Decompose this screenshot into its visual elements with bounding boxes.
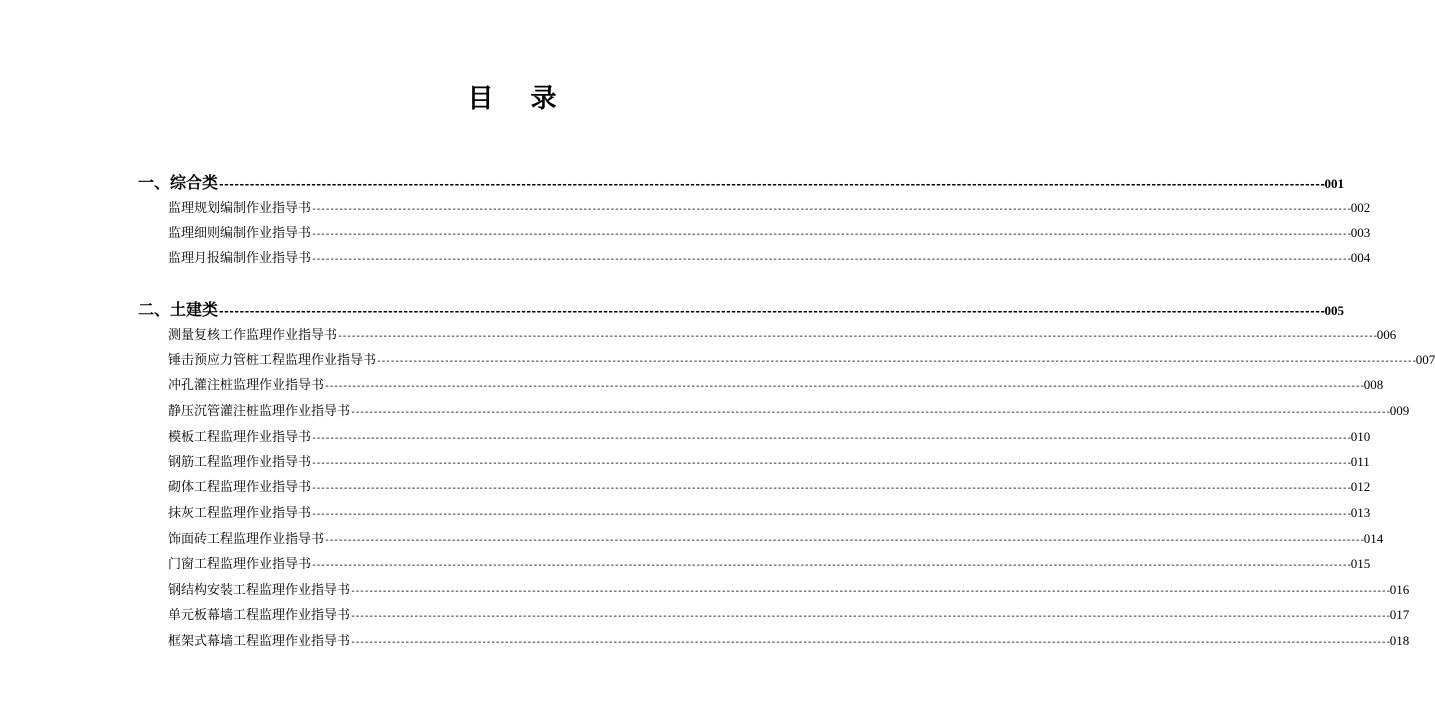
toc-page-number: 006 <box>1376 327 1397 342</box>
toc-entry-label: 抹灰工程监理作业指导书 <box>168 506 312 521</box>
toc-entry[interactable] <box>168 604 1410 623</box>
toc-page-number: 013 <box>1350 505 1371 520</box>
toc-entry[interactable] <box>168 374 1384 393</box>
toc-page-number: 008 <box>1363 377 1384 392</box>
toc-page-number: 018 <box>1389 633 1410 648</box>
toc-page-number: 017 <box>1389 607 1410 622</box>
toc-page-number: 009 <box>1389 403 1410 418</box>
toc-entry[interactable] <box>168 426 1371 445</box>
toc-entry-label: 饰面砖工程监理作业指导书 <box>168 532 325 547</box>
page-title: 目 录 <box>467 84 571 114</box>
dot-leader: -------------------------------------------------------------------------------------------------------------------------------------------------------------------------------------------------------------------------------------- <box>311 229 1351 240</box>
toc-entry[interactable] <box>168 476 1371 495</box>
toc-entry-label: 监理规划编制作业指导书 <box>168 201 312 216</box>
toc-page-number: 016 <box>1389 582 1410 597</box>
toc-entry[interactable] <box>168 579 1410 598</box>
dot-leader: -------------------------------------------------------------------------------------------------------------------------------------------------------------------------------------------------------------------------------------- <box>350 586 1390 597</box>
toc-page-number: 005 <box>1324 303 1344 318</box>
toc-entry[interactable] <box>168 349 1435 368</box>
toc-section-label: 二、土建类 <box>138 300 219 319</box>
dot-leader: -------------------------------------------------------------------------------------------------------------------------------------------------------------------------------------------------------------------------------------- <box>337 331 1377 342</box>
dot-leader: -------------------------------------------------------------------------------------------------------------------------------------------------------------------------------------------------------------------------------------- <box>350 611 1390 622</box>
dot-leader: -------------------------------------------------------------------------------------------------------------------------------------------------------------------------------------------------------------------------------------- <box>311 458 1351 469</box>
toc-entry-label: 砌体工程监理作业指导书 <box>168 480 312 495</box>
dot-leader: ------------------------------------------------------------------------------------------------------------------------------------------------------------------------------------------------------------------------ <box>218 178 1325 191</box>
toc-entry-label: 单元板幕墙工程监理作业指导书 <box>168 608 351 623</box>
toc-page-number: 002 <box>1350 200 1371 215</box>
toc-page-number: 011 <box>1350 454 1370 469</box>
toc-page-number: 015 <box>1350 556 1371 571</box>
toc-page-number: 003 <box>1350 225 1371 240</box>
toc-entry[interactable] <box>168 197 1371 216</box>
toc-section-heading[interactable] <box>138 297 1344 319</box>
toc-entry-label: 冲孔灌注桩监理作业指导书 <box>168 378 325 393</box>
toc-entry-label: 监理月报编制作业指导书 <box>168 251 312 266</box>
dot-leader: -------------------------------------------------------------------------------------------------------------------------------------------------------------------------------------------------------------------------------------- <box>311 254 1351 265</box>
dot-leader: -------------------------------------------------------------------------------------------------------------------------------------------------------------------------------------------------------------------------------------- <box>311 483 1351 494</box>
toc-section-label: 一、综合类 <box>138 173 219 192</box>
toc-entry-label: 门窗工程监理作业指导书 <box>168 557 312 572</box>
toc-entry-label: 监理细则编制作业指导书 <box>168 226 312 241</box>
dot-leader: ------------------------------------------------------------------------------------------------------------------------------------------------------------------------------------------------------------------------ <box>218 305 1325 318</box>
dot-leader: -------------------------------------------------------------------------------------------------------------------------------------------------------------------------------------------------------------------------------------- <box>350 637 1390 648</box>
dot-leader: -------------------------------------------------------------------------------------------------------------------------------------------------------------------------------------------------------------------------------------- <box>324 535 1364 546</box>
toc-page-number: 010 <box>1350 429 1371 444</box>
toc-entry-label: 模板工程监理作业指导书 <box>168 430 312 445</box>
toc-entry-label: 钢结构安装工程监理作业指导书 <box>168 583 351 598</box>
dot-leader: -------------------------------------------------------------------------------------------------------------------------------------------------------------------------------------------------------------------------------------- <box>311 509 1351 520</box>
toc-entry[interactable] <box>168 528 1384 547</box>
toc-entry[interactable] <box>168 630 1410 649</box>
toc-page-number: 014 <box>1363 531 1384 546</box>
toc-section-heading[interactable] <box>138 170 1344 192</box>
toc-entry[interactable] <box>168 222 1371 241</box>
toc-entry-label: 静压沉管灌注桩监理作业指导书 <box>168 404 351 419</box>
toc-entry-label: 框架式幕墙工程监理作业指导书 <box>168 634 351 649</box>
toc-page-number: 004 <box>1350 250 1371 265</box>
dot-leader: -------------------------------------------------------------------------------------------------------------------------------------------------------------------------------------------------------------------------------------- <box>324 381 1364 392</box>
dot-leader: -------------------------------------------------------------------------------------------------------------------------------------------------------------------------------------------------------------------------------------- <box>376 356 1416 367</box>
toc-entry[interactable] <box>168 400 1410 419</box>
toc-entry-label: 钢筋工程监理作业指导书 <box>168 455 312 470</box>
toc-entry[interactable] <box>168 324 1397 343</box>
toc-entry-label: 锤击预应力管桩工程监理作业指导书 <box>168 353 377 368</box>
dot-leader: -------------------------------------------------------------------------------------------------------------------------------------------------------------------------------------------------------------------------------------- <box>350 407 1390 418</box>
toc-entry-label: 测量复核工作监理作业指导书 <box>168 328 338 343</box>
dot-leader: -------------------------------------------------------------------------------------------------------------------------------------------------------------------------------------------------------------------------------------- <box>311 433 1351 444</box>
toc-entry[interactable] <box>168 451 1370 470</box>
toc-page-number: 012 <box>1350 479 1371 494</box>
toc-entry[interactable] <box>168 502 1371 521</box>
toc-page-number: 007 <box>1415 352 1435 367</box>
dot-leader: -------------------------------------------------------------------------------------------------------------------------------------------------------------------------------------------------------------------------------------- <box>311 204 1351 215</box>
toc-entry[interactable] <box>168 553 1371 572</box>
toc-page-number: 001 <box>1324 176 1344 191</box>
toc-entry[interactable] <box>168 247 1371 266</box>
dot-leader: -------------------------------------------------------------------------------------------------------------------------------------------------------------------------------------------------------------------------------------- <box>311 560 1351 571</box>
